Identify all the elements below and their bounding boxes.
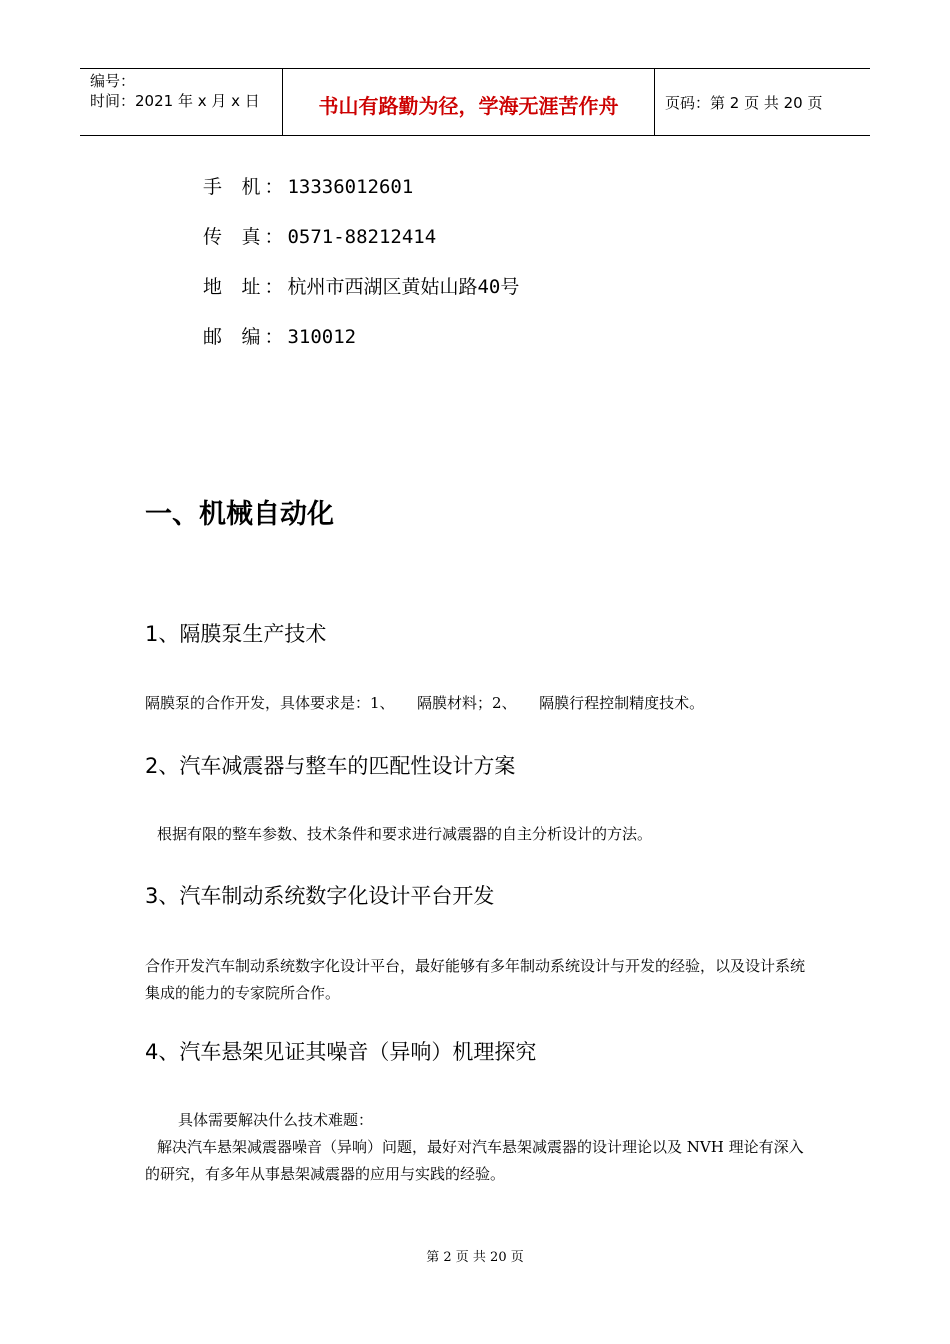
- item-3-heading: 3、汽车制动系统数字化设计平台开发: [145, 884, 495, 908]
- contact-mobile: [203, 172, 413, 199]
- item-1-body: 隔膜泵的合作开发，具体要求是：1、 隔膜材料；2、 隔膜行程控制精度技术。: [145, 694, 705, 712]
- item-2-body: 根据有限的整车参数、技术条件和要求进行减震器的自主分析设计的方法。: [157, 825, 653, 843]
- address-label: 地 址：: [203, 276, 288, 298]
- item-4-body-line2: 解决汽车悬架减震器噪音（异响）问题，最好对汽车悬架减震器的设计理论以及 NVH 理论有深入的研究，有多年从事悬架减震器的应用与实践的经验。: [145, 1138, 804, 1183]
- fax-label: 传 真：: [203, 226, 288, 248]
- item-2-heading: 2、汽车减震器与整车的匹配性设计方案: [145, 754, 516, 778]
- zip-value: 310012: [287, 326, 357, 348]
- mobile-value: 13336012601: [287, 176, 414, 198]
- header-left-cell: [80, 69, 282, 135]
- item-1-heading: 1、隔膜泵生产技术: [145, 622, 327, 646]
- zip-label: 邮 编：: [203, 326, 288, 348]
- contact-address: [203, 272, 519, 299]
- header-motto: 书山有路勤为径，学海无涯苦作舟: [282, 69, 655, 135]
- page-header: [80, 68, 870, 136]
- fax-value: 0571-88212414: [287, 226, 437, 248]
- contact-fax: [203, 222, 436, 249]
- time-text: 时间：2021 年 x 月 x 日: [90, 92, 260, 110]
- item-4-heading: 4、汽车悬架见证其噪音（异响）机理探究: [145, 1040, 537, 1064]
- page-footer: 第 2 页 共 20 页: [426, 1250, 524, 1265]
- header-page-number: 页码：第 2 页 共 20 页: [665, 93, 823, 112]
- code-label: 编号：: [90, 72, 136, 90]
- mobile-label: 手 机：: [203, 176, 288, 198]
- contact-zip: [203, 322, 356, 349]
- item-3-body: 合作开发汽车制动系统数字化设计平台，最好能够有多年制动系统设计与开发的经验，以及设计系统集成的能力的专家院所合作。: [145, 957, 806, 1002]
- address-value: 杭州市西湖区黄姑山路40号: [287, 276, 520, 298]
- section-title: 一、机械自动化: [145, 499, 334, 530]
- item-4-body-line1: 具体需要解决什么技术难题：: [178, 1111, 374, 1129]
